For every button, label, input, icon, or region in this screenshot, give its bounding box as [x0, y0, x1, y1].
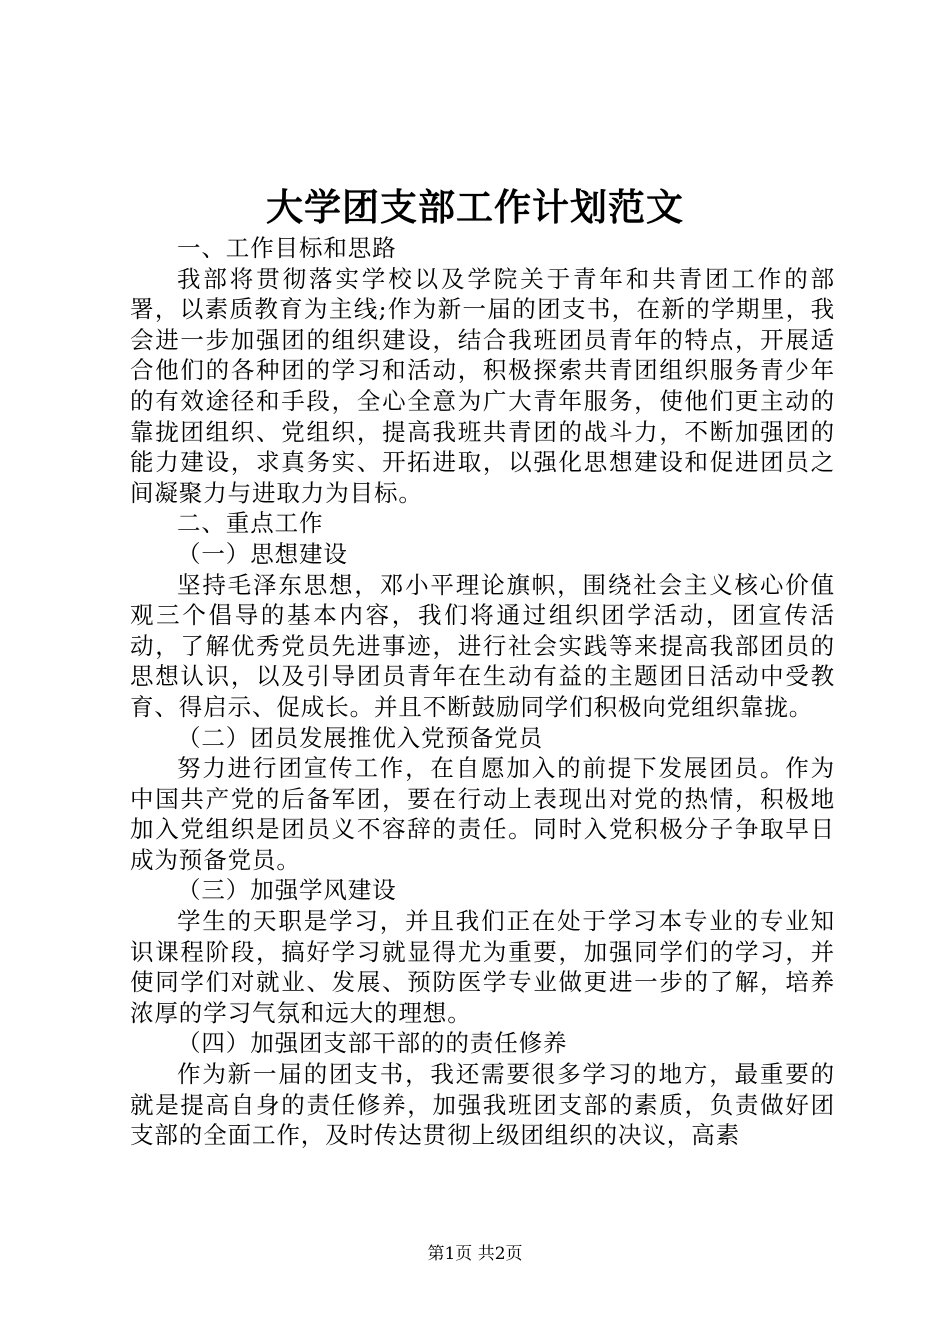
subsection-heading-2: （二）团员发展推优入党预备党员	[177, 723, 543, 752]
paragraph-study-style: 学生的天职是学习，并且我们正在处于学习本专业的专业知识课程阶段，搞好学习就显得尤为重要，加强同学们的学习，并使同学们对就业、发展、预防医学专业做更进一步的了解，培养浓厚的学习气氛和远大的理想。	[130, 907, 835, 1027]
section-heading-1: 一、工作目标和思路	[177, 234, 397, 262]
paragraph-ideology: 坚持毛泽东思想，邓小平理论旗帜，围绕社会主义核心价值观三个倡导的基本内容，我们将通过组织团学活动，团宣传活动，了解优秀党员先进事迹，进行社会实践等来提高我部团员的思想认识，以及引导团员青年在生动有益的主题团日活动中受教育、得启示、促成长。并且不断鼓励同学们积极向党组织靠拢。	[130, 570, 835, 721]
section-heading-2: 二、重点工作	[177, 509, 324, 538]
subsection-heading-3: （三）加强学风建设	[177, 876, 397, 905]
document-title: 大学团支部工作计划范文	[266, 185, 684, 229]
paragraph-goals: 我部将贯彻落实学校以及学院关于青年和共青团工作的部署，以素质教育为主线;作为新一届的团支书，在新的学期里，我会进一步加强团的组织建设，结合我班团员青年的特点，开展适合他们的各种团的学习和活动，积极探索共青团组织服务青少年的有效途径和手段，全心全意为广大青年服务，使他们更主动的靠拢团组织、党组织，提高我班共青团的战斗力，不断加强团的能力建设，求真务实、开拓进取，以强化思想建设和促进团员之间凝聚力与进取力为目标。	[130, 264, 835, 507]
subsection-heading-4: （四）加强团支部干部的的责任修养	[177, 1029, 568, 1058]
page-footer: 第1页 共2页	[427, 1244, 523, 1264]
document-body	[130, 233, 835, 1151]
subsection-heading-1: （一）思想建设	[177, 539, 348, 568]
paragraph-cadre-responsibility: 作为新一届的团支书，我还需要很多学习的地方，最重要的就是提高自身的责任修养，加强我班团支部的素质，负责做好团支部的全面工作，及时传达贯彻上级团组织的决议，高素	[130, 1060, 835, 1150]
paragraph-member-development: 努力进行团宣传工作，在自愿加入的前提下发展团员。作为中国共产党的后备军团，要在行动上表现出对党的热情，积极地加入党组织是团员义不容辞的责任。同时入党积极分子争取早日成为预备党员。	[130, 754, 835, 874]
